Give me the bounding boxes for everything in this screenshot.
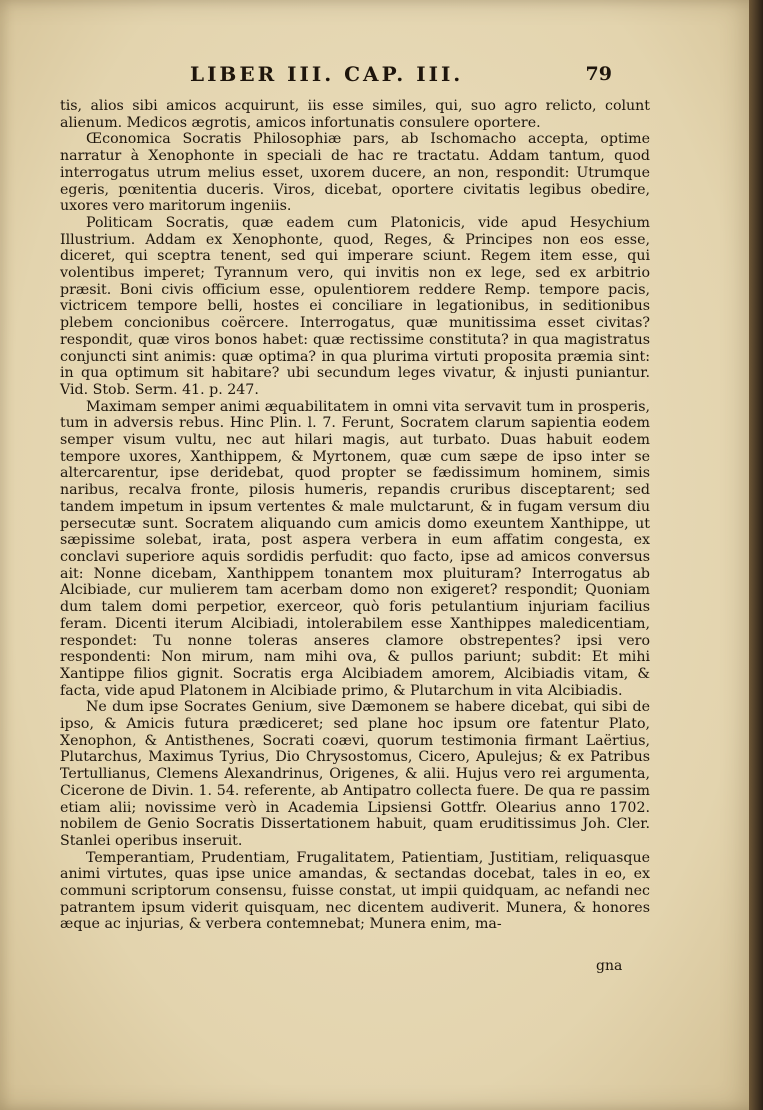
- book-spine-shadow: [749, 0, 763, 1110]
- paragraph-genius: Ne dum ipse Socrates Genium, sive Dæmonem se habere dicebat, qui sibi de ipso, & Amicis futura prædiceret; sed plane hoc ipsum ore fatentur Plato, Xenophon, & Antisthenes, Socrati coævi, quorum testimonia firmant Laërtius, Plutarchus, Maximus Tyrius, Dio Chrysostomus, Cicero, Apulejus; & ex Patribus Tertullianus, Clemens Alexandrinus, Origenes, & alii. Hujus vero rei argumenta, Cicerone de Divin. 1. 54. referente, ab Antipatro collecta fuere. De qua re passim etiam alii; novissime verò in Academia Lipsiensi Gottfr. Olearius anno 1702. nobilem de Genio Socratis Dissertationem habuit, quam eruditissimus Joh. Cler. Stanlei operibus inseruit.: [60, 699, 650, 849]
- paragraph-aequabilitas: Maximam semper animi æquabilitatem in omni vita servavit tum in prosperis, tum in adversis rebus. Hinc Plin. l. 7. Ferunt, Socratem clarum sapientia eodem semper visum vultu, nec aut hilari magis, aut turbato. Duas habuit eodem tempore uxores, Xanthippem, & Myrtonem, quæ cum sæpe de ipso inter se altercarentur, ipse deridebat, quod propter se fædissimum hominem, simis naribus, recalva fronte, pilosis humeris, repandis cruribus disceptarent; sed tandem impetum in ipsum vertentes & male mulctarunt, & in fugam versum diu persecutæ sunt. Socratem aliquando cum amicis domo exeuntem Xanthippe, ut sæpissime solebat, irata, post aspera verbera in eum affatim congesta, ex conclavi superiore aquis sordidis perfudit: quo facto, ipse ad amicos conversus ait: Nonne dicebam, Xanthippem tonantem mox pluituram? Interrogatus ab Alcibiade, cur mulierem tam acerbam domo non exigeret? respondit; Quoniam dum talem domi perpetior, exerceor, quò foris petulantium injuriam facilius feram. Dicenti iterum Alcibiadi, intolerabilem esse Xanthippes maledicentiam, respondet: Tu nonne toleras anseres clamore obstrepentes? ipsi vero respondenti: Non mirum, nam mihi ova, & pullos pariunt; subdit: Et mihi Xantippe filios gignit. Socratis erga Alcibiadem amorem, Alcibiadis vitam, & facta, vide apud Platonem in Alcibiade primo, & Plutarchum in vita Alcibiadis.: [60, 398, 650, 699]
- paragraph-continuation: tis, alios sibi amicos acquirunt, iis esse similes, qui, suo agro relicto, colunt alienum. Medicos ægrotis, amicos infortunatis consulere oportere.: [60, 98, 650, 131]
- paragraph-politica: Politicam Socratis, quæ eadem cum Platonicis, vide apud Hesychium Illustrium. Addam ex Xenophonte, quod, Reges, & Principes non eos esse, diceret, qui sceptra tenent, sed qui imperare sciunt. Regem item esse, qui volentibus imperet; Tyrannum vero, qui invitis non ex lege, sed ex arbitrio præsit. Boni civis officium esse, opulentiorem reddere Remp. tempore pacis, victricem tempore belli, hostes ei conciliare in legationibus, in seditionibus plebem concionibus coërcere. Interrogatus, quæ munitissima esset civitas? respondit, quæ viros bonos habet: quæ rectissime constituta? in qua magistratus conjuncti sint animis: quæ optima? in qua plurima virtuti proposita præmia sint: in qua optimum sit habitare? ubi secundum leges vivatur, & injusti puniantur. Vid. Stob. Serm. 41. p. 247.: [60, 214, 650, 398]
- running-title: LIBER III. CAP. III.: [190, 62, 464, 86]
- page-number: 79: [585, 63, 612, 85]
- body-text: [60, 98, 650, 933]
- paragraph-temperantia: Temperantiam, Prudentiam, Frugalitatem, Patientiam, Justitiam, reliquasque animi virtutes, quas ipse unice amandas, & sectandas docebat, tales in eo, ex communi scriptorum consensu, fuisse constat, ut impii quidquam, ac nefandi nec patrantem ipsum viderit quisquam, nec dicentem audiverit. Munera, & honores æque ac injurias, & verbera contemnebat; Munera enim, ma-: [60, 849, 650, 933]
- page-header: [60, 60, 612, 88]
- paragraph-oeconomica: Œconomica Socratis Philosophiæ pars, ab Ischomacho accepta, optime narratur à Xenophonte in speciali de hac re tractatu. Addam tantum, quod interrogatus utrum melius esset, uxorem ducere, an non, respondit: Utrumque egeris, pœnitentia duceris. Viros, dicebat, oportere civitatis legibus obedire, uxores vero maritorum ingeniis.: [60, 131, 650, 215]
- catchword: gna: [596, 958, 623, 974]
